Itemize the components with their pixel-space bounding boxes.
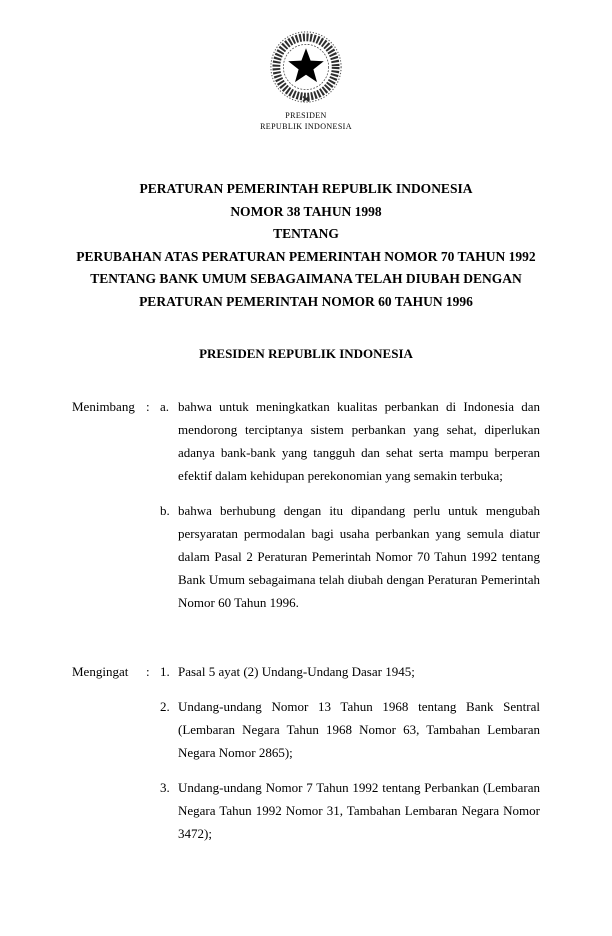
item-marker: 3. — [160, 780, 170, 795]
title-line-5: TENTANG BANK UMUM SEBAGAIMANA TELAH DIUBAH DENGAN — [90, 271, 522, 286]
section-label: Mengingat — [72, 664, 129, 679]
item-marker: 1. — [160, 664, 170, 679]
item-text: Undang-undang Nomor 13 Tahun 1968 tentang Bank Sentral (Lembaran Negara Tahun 1968 Nomor 63, Tambahan Lembaran Negara Nomor 2865); — [178, 699, 540, 760]
list-item — [160, 660, 540, 683]
section-menimbang — [72, 395, 540, 614]
title-line-4: PERUBAHAN ATAS PERATURAN PEMERINTAH NOMOR 70 TAHUN 1992 — [76, 248, 536, 264]
section-colon: : — [146, 399, 150, 414]
section-items — [160, 395, 540, 614]
section-mengingat — [72, 660, 540, 845]
national-emblem-icon — [267, 28, 345, 106]
title-line-2: NOMOR 38 TAHUN 1998 — [230, 203, 382, 219]
item-marker: a. — [160, 399, 170, 414]
org-name-line1: PRESIDEN — [285, 111, 327, 120]
item-marker: b. — [160, 503, 170, 518]
section-items — [160, 660, 540, 845]
title-line-3: TENTANG — [273, 226, 339, 241]
list-item — [160, 776, 540, 845]
section-colon: : — [146, 664, 150, 679]
item-text: bahwa berhubung dengan itu dipandang perlu untuk mengubah persyaratan permodalan bagi usaha perbankan yang semula diatur dalam Pasal 2 Peraturan Pemerintah Nomor 70 Tahun 1992 tentang Bank Umum sebagaimana telah diubah dengan Peraturan Pemerintah Nomor 60 Tahun 1996. — [178, 503, 540, 610]
letterhead — [0, 0, 612, 132]
title-line-6: PERATURAN PEMERINTAH NOMOR 60 TAHUN 1996 — [139, 293, 473, 309]
item-text: bahwa untuk meningkatkan kualitas perbankan di Indonesia dan mendorong terciptanya sistem perbankan yang sehat, diperlukan adanya bank-bank yang tangguh dan sehat serta mampu berperan efektif dalam kehidupan perekonomian yang semakin terbuka; — [178, 399, 540, 483]
section-label: Menimbang — [72, 399, 135, 414]
item-text: Undang-undang Nomor 7 Tahun 1992 tentang Perbankan (Lembaran Negara Tahun 1992 Nomor 31, Tambahan Lembaran Negara Nomor 3472); — [178, 780, 540, 841]
item-marker: 2. — [160, 699, 170, 714]
list-item — [160, 499, 540, 614]
list-item — [160, 695, 540, 764]
item-text: Pasal 5 ayat (2) Undang-Undang Dasar 1945; — [178, 664, 415, 679]
document-subtitle: PRESIDEN REPUBLIK INDONESIA — [199, 346, 413, 361]
title-line-1: PERATURAN PEMERINTAH REPUBLIK INDONESIA — [139, 181, 473, 196]
org-name-line2: REPUBLIK INDONESIA — [260, 122, 352, 131]
document-title — [0, 178, 612, 313]
list-item — [160, 395, 540, 487]
